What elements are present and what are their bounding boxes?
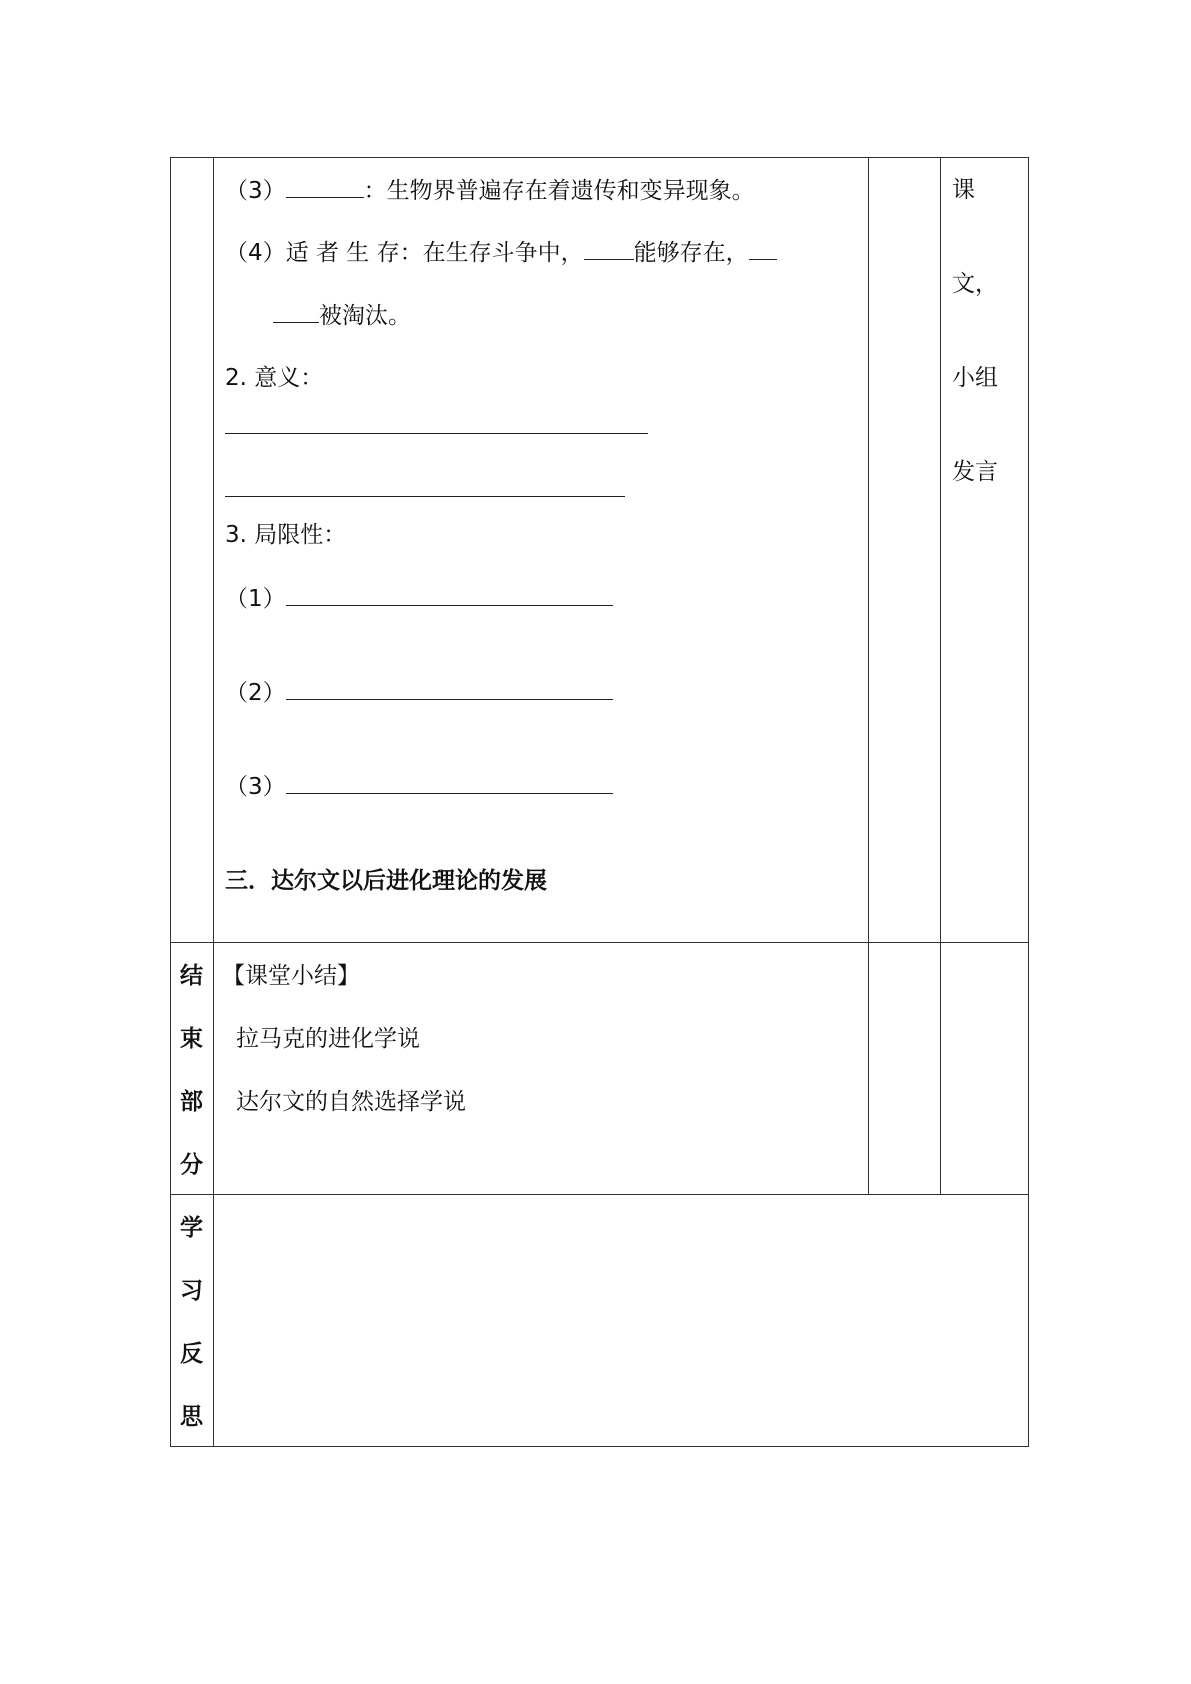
limitation-blank-2[interactable] [286, 677, 613, 700]
reflection-label-char-4: 思 [180, 1404, 203, 1430]
table-label-col-divider [213, 157, 214, 1446]
table-bottom-border [170, 1446, 1029, 1447]
reflection-label-char-2: 习 [180, 1278, 203, 1304]
summary-item-1: 拉马克的进化学说 [236, 1026, 420, 1052]
item-4-continuation: 被淘汰。 [273, 300, 411, 331]
meaning-label: 2. 意义： [225, 365, 324, 391]
table-top-border [170, 157, 1029, 158]
table-row-divider-1 [170, 942, 1029, 943]
blank-item-3[interactable] [286, 175, 364, 198]
table-row-divider-2 [170, 1194, 1029, 1195]
section-3-heading: 三．达尔文以后进化理论的发展 [225, 868, 547, 894]
item-4-line: （4）适 者 生 存：在生存斗争中， 能够存在， [225, 237, 777, 268]
summary-title: 【课堂小结】 [222, 963, 360, 989]
reflection-area[interactable] [215, 1196, 1027, 1444]
item-3-line: （3） ：生物界普遍存在着遗传和变异现象。 [225, 175, 755, 206]
side-note-4: 发言 [952, 459, 998, 485]
closing-label-char-2: 束 [180, 1026, 203, 1052]
limitation-label: 3. 局限性： [225, 522, 347, 548]
table-left-border [170, 157, 171, 1446]
blank-survive[interactable] [584, 237, 634, 260]
item-4-label: 适 者 生 存 [285, 240, 400, 266]
meaning-answer-line-1[interactable] [225, 433, 648, 434]
side-note-3: 小组 [952, 365, 998, 391]
meaning-answer-line-2[interactable] [225, 496, 625, 497]
reflection-label-char-3: 反 [180, 1341, 203, 1367]
limitation-blank-1[interactable] [286, 583, 613, 606]
table-right-border [1028, 157, 1029, 1446]
table-col-divider-2 [868, 157, 869, 1194]
limitation-blank-3[interactable] [286, 771, 613, 794]
table-col-divider-3 [940, 157, 941, 1194]
side-note-1: 课 [952, 177, 975, 203]
limitation-item-1: （1） [225, 583, 613, 614]
side-note-2: 文， [952, 271, 998, 297]
closing-label-char-4: 分 [180, 1152, 203, 1178]
closing-label-char-1: 结 [180, 963, 203, 989]
reflection-label-char-1: 学 [180, 1215, 203, 1241]
blank-eliminated-b[interactable] [273, 300, 319, 323]
limitation-item-2: （2） [225, 677, 613, 708]
limitation-item-3: （3） [225, 771, 613, 802]
closing-label-char-3: 部 [180, 1089, 203, 1115]
blank-eliminated-a[interactable] [749, 237, 777, 260]
summary-item-2: 达尔文的自然选择学说 [236, 1089, 466, 1115]
